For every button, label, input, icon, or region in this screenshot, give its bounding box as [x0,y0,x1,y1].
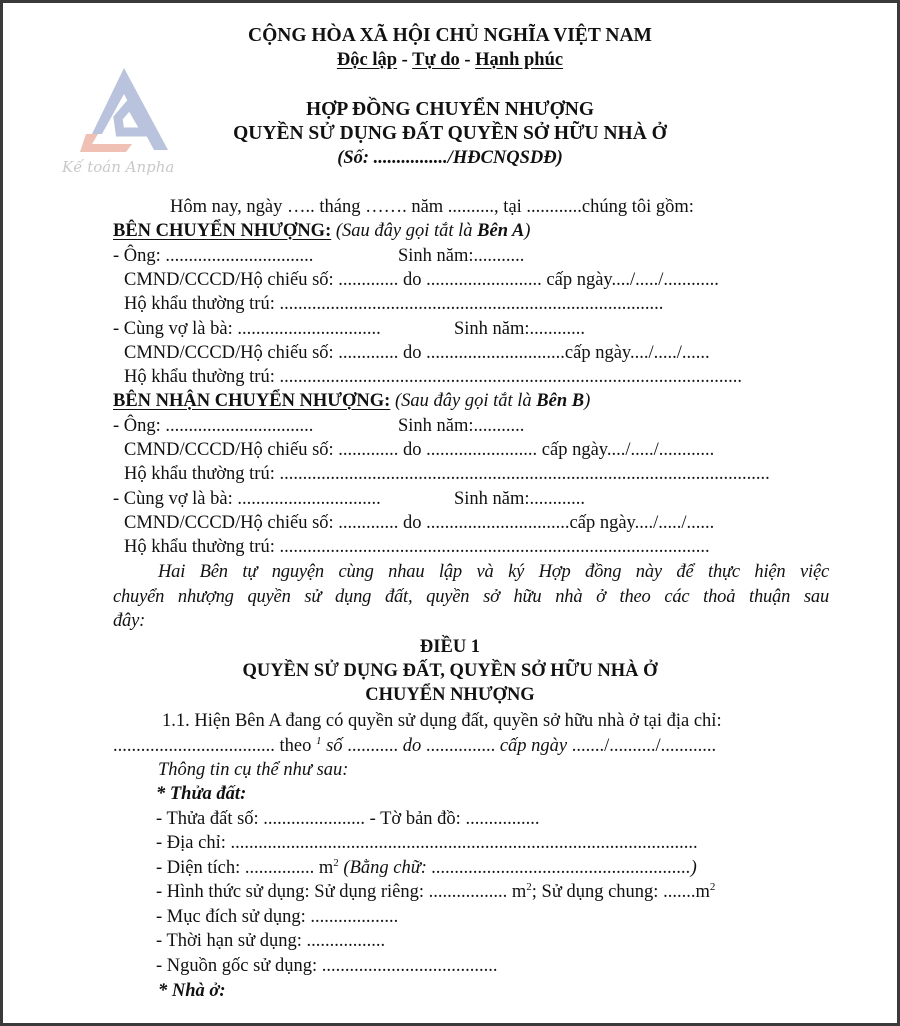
land-area [156,856,697,880]
motto-happiness: Hạnh phúc [475,50,564,70]
party-b-husband-residence: Hộ khẩu thường trú: .......................................................................................................... [124,464,770,484]
motto-freedom: Tự do [412,50,460,70]
contract-number: (Số: ................/HĐCNQSDĐ) [337,148,563,168]
land-purpose: - Mục đích sử dụng: ................... [156,907,399,927]
party-b-wife: - Cùng vợ là bà: ............................... [113,489,381,509]
party-a-alias: Bên A [477,221,525,241]
land-area-value: - Diện tích: ............... m [156,858,334,878]
clause-1-1-do: do [402,736,422,756]
clause-1-1-address-blank: ................................... theo [113,736,316,756]
land-heading: * Thửa đất: [156,784,247,804]
nation-title: CỘNG HÒA XÃ HỘI CHỦ NGHĨA VIỆT NAM [248,25,652,46]
party-a-wife-residence: Hộ khẩu thường trú: .................................................................................................... [124,367,742,387]
land-usage-shared-exp: 2 [709,880,716,893]
land-usage-shared: ; Sử dụng chung: .......m [531,882,710,902]
party-a-heading: BÊN CHUYỂN NHƯỢNG: [113,221,332,241]
land-origin: - Nguồn gốc sử dụng: ...................................... [156,956,498,976]
details-intro: Thông tin cụ thể như sau: [158,760,349,780]
party-a-wife-id: CMND/CCCD/Hộ chiếu số: ............. do ..............................cấp ngày..../...../...... [124,343,710,363]
party-a-husband-residence: Hộ khẩu thường trú: ................................................................................... [124,294,664,314]
party-b-wife-birth: Sinh năm:............ [454,489,586,509]
footnote-marker: 1 [315,734,322,747]
motto [0,48,900,72]
clause-1-1-date-blank: ......./........../............ [567,736,717,756]
land-term: - Thời hạn sử dụng: ................. [156,931,386,951]
clause-1-1-issuer-blank: ............... [421,736,500,756]
agreement-line-2: chuyển nhượng quyền sử dụng đất, quyền sở hữu nhà ở theo các thoả thuận sau [113,587,829,607]
clause-1-1-continued [113,734,716,758]
party-a-husband: - Ông: ................................ [113,246,314,266]
motto-separator: - [397,50,413,70]
party-a-note: (Sau đây gọi tắt là [331,221,478,241]
party-a-husband-id: CMND/CCCD/Hộ chiếu số: ............. do ......................... cấp ngày..../...../............ [124,270,719,290]
clause-1-1-so: số [321,736,343,756]
clause-1-1: 1.1. Hiện Bên A đang có quyền sử dụng đất, quyền sở hữu nhà ở tại địa chỉ: [162,711,722,731]
article-1-title-line-2: CHUYỂN NHƯỢNG [365,685,535,705]
clause-1-1-issue-date-label: cấp ngày [499,736,568,756]
party-b-husband: - Ông: ................................ [113,416,314,436]
article-1-title-line-1: QUYỀN SỬ DỤNG ĐẤT, QUYỀN SỞ HỮU NHÀ Ở [242,661,658,681]
logo-text: Kế toán Anpha [62,158,175,176]
contract-title-line-1: HỢP ĐỒNG CHUYỂN NHƯỢNG [306,99,594,120]
party-b-wife-id: CMND/CCCD/Hộ chiếu số: ............. do ...............................cấp ngày..../...../...... [124,513,715,533]
motto-separator: - [459,50,476,70]
party-a-husband-birth: Sinh năm:........... [398,246,525,266]
party-b-alias: Bên B [536,391,585,411]
party-b-note: (Sau đây gọi tắt là [390,391,537,411]
party-a-wife-birth: Sinh năm:............ [454,319,586,339]
party-b-heading: BÊN NHẬN CHUYỂN NHƯỢNG: [113,391,391,411]
land-area-unit-exp: 2 [333,856,339,869]
house-heading: * Nhà ở: [158,981,226,1001]
party-b-wife-residence: Hộ khẩu thường trú: ............................................................................................. [124,537,710,557]
land-address: - Địa chỉ: ..................................................................................................... [156,833,698,853]
party-b-husband-birth: Sinh năm:........... [398,416,525,436]
contract-title-line-2: QUYỀN SỬ DỤNG ĐẤT QUYỀN SỞ HỮU NHÀ Ở [233,123,667,144]
party-a-wife: - Cùng vợ là bà: ............................... [113,319,381,339]
agreement-line-1: Hai Bên tự nguyện cùng nhau lập và ký Hợp đồng này để thực hiện việc [158,562,829,582]
land-usage-private-exp: 2 [526,880,532,893]
land-area-in-words: (Bằng chữ: ........................................................) [338,858,697,878]
party-a-heading-line [113,219,530,243]
motto-independence: Độc lập [336,50,398,70]
party-b-note-end: ) [584,391,591,411]
land-parcel: - Thửa đất số: ...................... - Tờ bản đồ: ................ [156,809,540,829]
agreement-line-3: đây: [113,611,146,631]
land-usage-form [156,880,715,904]
clause-1-1-number-blank: ........... [342,736,403,756]
party-b-heading-line [113,389,590,413]
party-b-husband-id: CMND/CCCD/Hộ chiếu số: ............. do ........................ cấp ngày..../...../............ [124,440,715,460]
land-usage-private: - Hình thức sử dụng: Sử dụng riêng: ................. m [156,882,527,902]
intro-line: Hôm nay, ngày ….. tháng ……. năm .........., tại ............chúng tôi gồm: [170,197,694,217]
article-1-label: ĐIỀU 1 [419,637,481,657]
party-a-note-end: ) [524,221,531,241]
